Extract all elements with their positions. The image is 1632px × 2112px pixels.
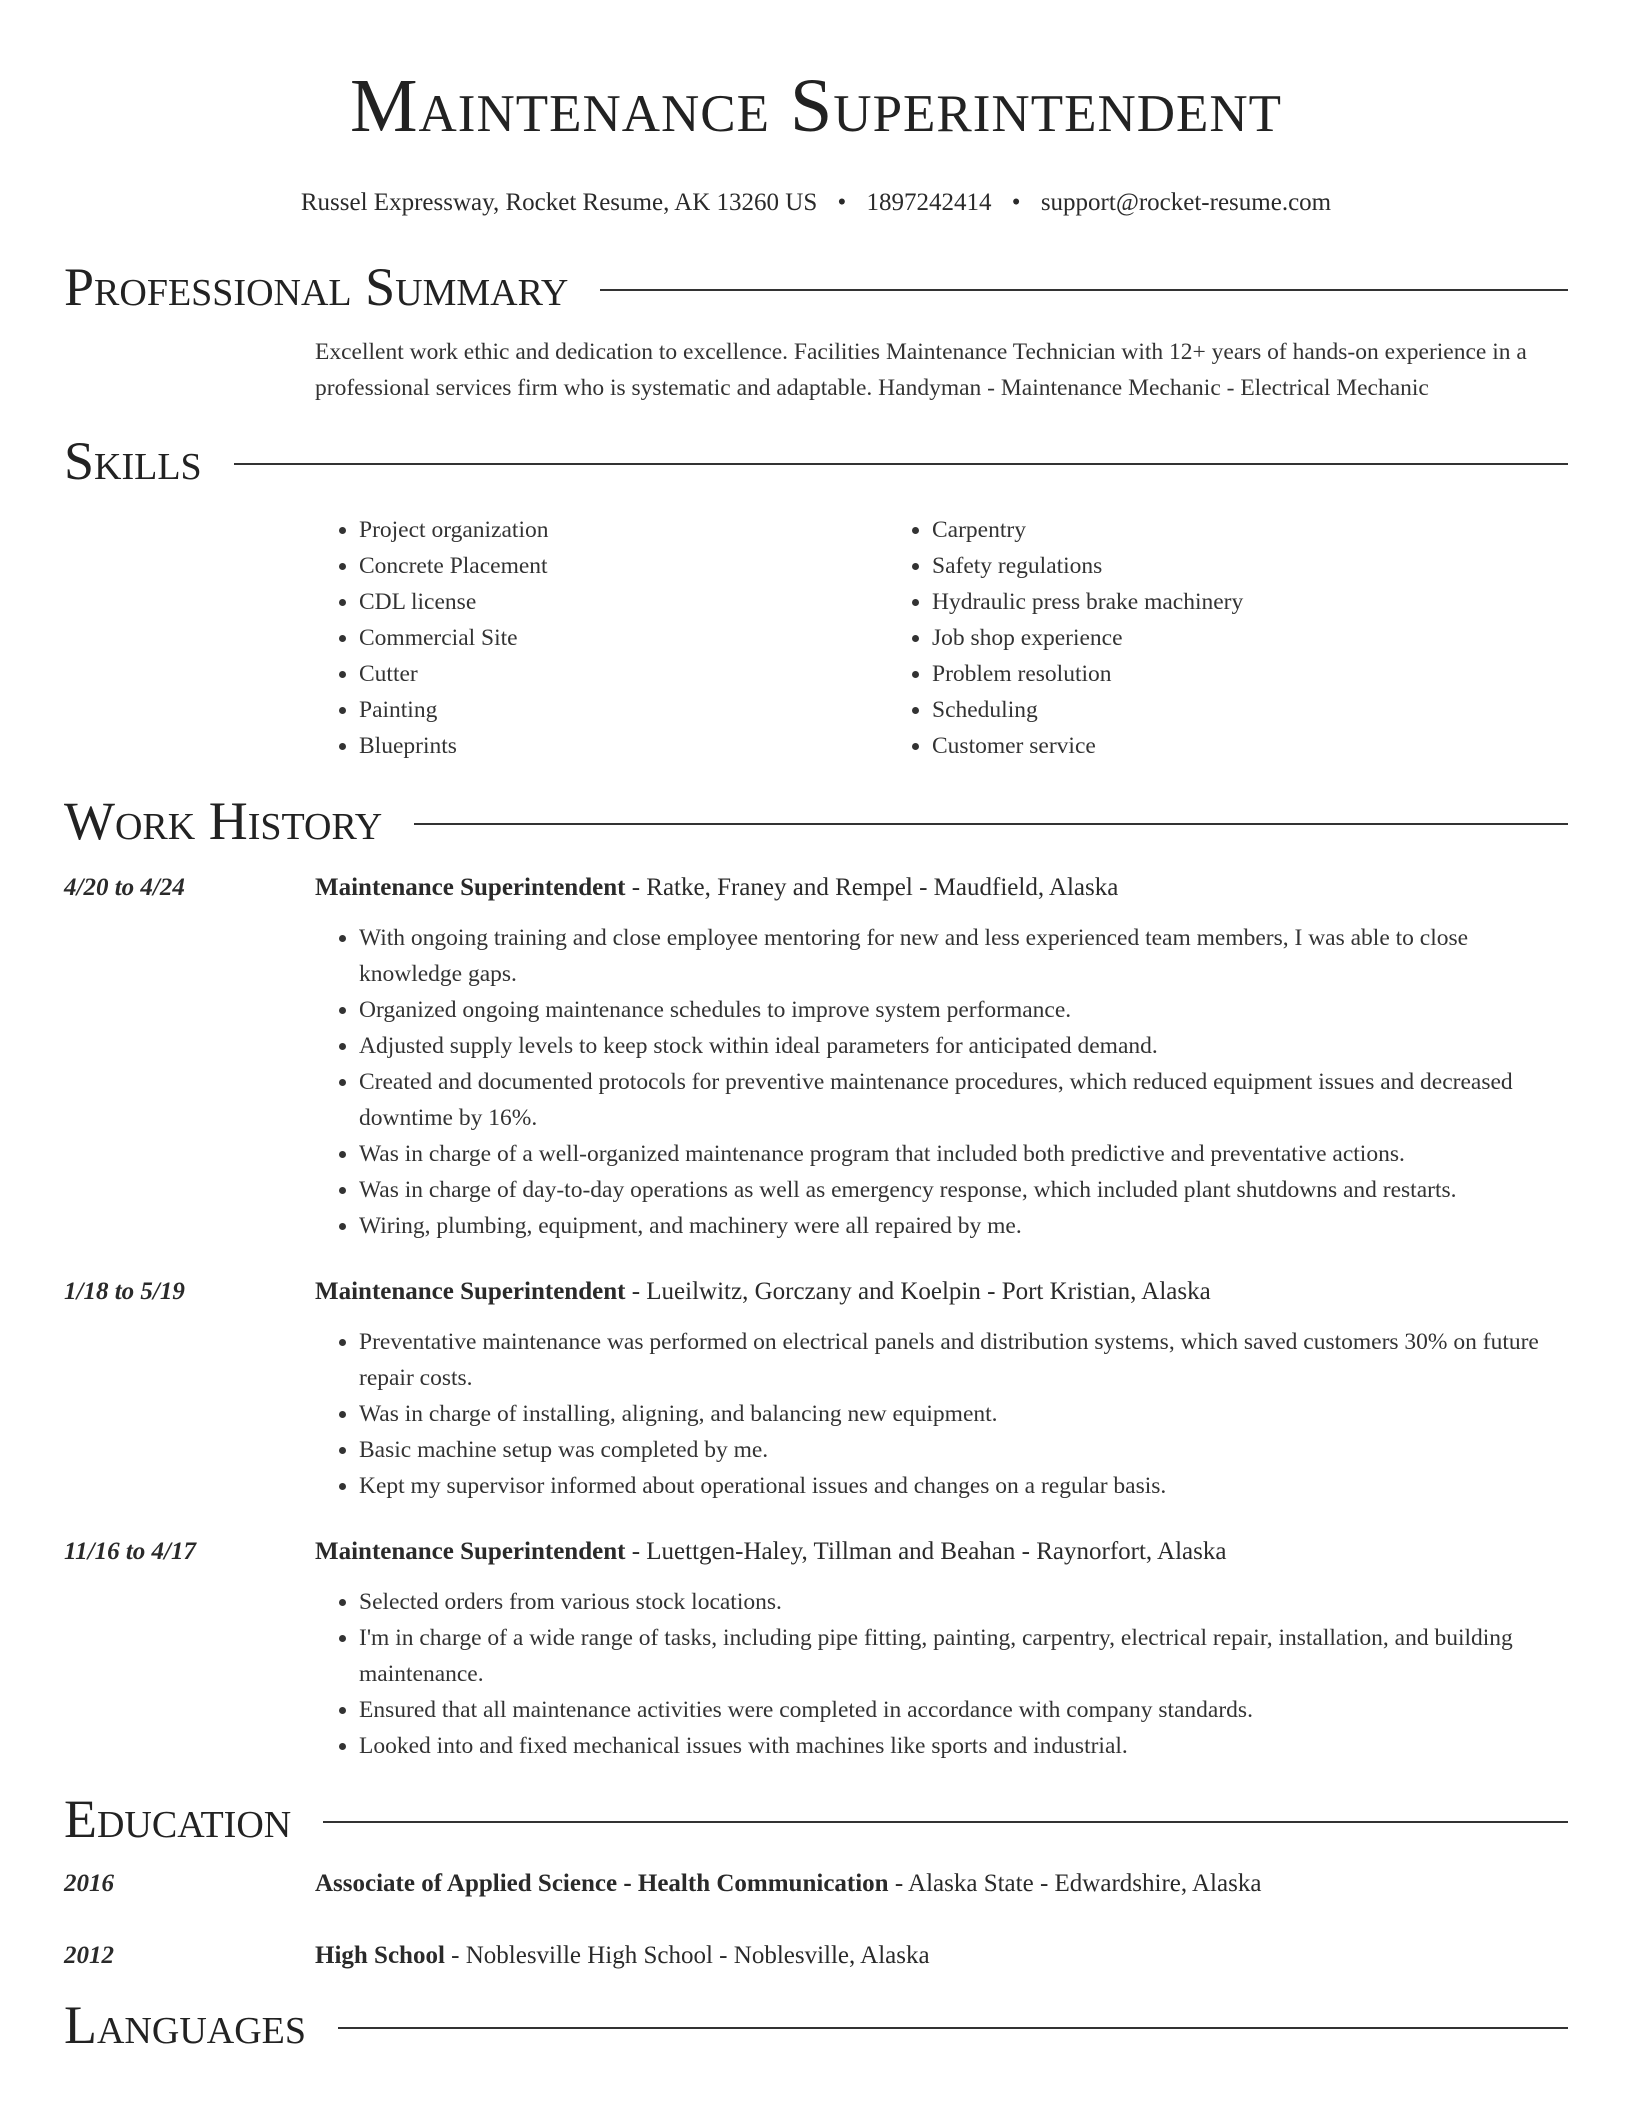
job-entry [64,1534,1568,1764]
job-employer: - Luettgen-Haley, Tillman and Beahan - Raynorfort, Alaska [625,1538,1227,1565]
section-divider [323,1821,1568,1823]
job-bullet: • Organized ongoing maintenance schedules to improve system performance. [359,992,1568,1028]
job-entry [64,1274,1568,1504]
job-bullet: • Wiring, plumbing, equipment, and machinery were all repaired by me. [359,1208,1568,1244]
summary-heading: Professional Summary [64,257,569,317]
job-title: Maintenance Superintendent [315,1278,626,1305]
job-bullet: • Adjusted supply levels to keep stock within ideal parameters for anticipated demand. [359,1028,1568,1064]
contact-separator: • [837,189,847,216]
section-divider [234,463,1568,465]
job-bullet: • Was in charge of a well-organized maintenance program that included both predictive and preventative actions. [359,1136,1568,1172]
skill-item: • Job shop experience [932,620,1461,656]
education-date: 2016 [64,1870,114,1897]
skill-item: • CDL license [359,584,888,620]
education-title-line [315,1866,1261,1902]
skill-item: • Problem resolution [932,656,1461,692]
section-divider [414,823,1568,825]
skills-list-left [315,512,888,764]
job-bullet: • Selected orders from various stock locations. [359,1584,1568,1620]
skill-item: • Commercial Site [359,620,888,656]
skills-section-header [64,426,1568,496]
languages-section-header [64,1990,1568,2060]
work-heading: Work History [64,791,383,851]
job-title: Maintenance Superintendent [315,874,626,901]
skills-list-right [888,512,1461,764]
section-divider [600,289,1568,291]
job-bullet: • Kept my supervisor informed about operational issues and changes on a regular basis. [359,1468,1568,1504]
summary-text: Excellent work ethic and dedication to excellence. Facilities Maintenance Technician with 12+ years of hands-on experience in a professional services firm who is systematic and adaptable. Handyman - Maintenance Mechanic - Electrical Mechanic [315,339,1527,401]
education-degree: Associate of Applied Science - Health Communication [315,1870,889,1897]
job-bullet: • Was in charge of day-to-day operations as well as emergency response, which included plant shutdowns and restarts. [359,1172,1568,1208]
job-header [64,1534,1568,1570]
job-title: Maintenance Superintendent [315,1538,626,1565]
work-section-header [64,786,1568,856]
education-school: - Alaska State - Edwardshire, Alaska [888,1870,1262,1897]
skill-item: • Concrete Placement [359,548,888,584]
job-employer: - Ratke, Franey and Rempel - Maudfield, Alaska [625,874,1119,901]
job-entry [64,870,1568,1244]
skill-item: • Carpentry [932,512,1461,548]
job-header [64,870,1568,906]
resume-name: Maintenance Superintendent [349,64,1283,148]
contact-address: Russel Expressway, Rocket Resume, AK 13260 US [300,189,818,216]
job-bullet: • Was in charge of installing, aligning, and balancing new equipment. [359,1396,1568,1432]
job-bullet: • I'm in charge of a wide range of tasks, including pipe fitting, painting, carpentry, electrical repair, installation, and building maintenance. [359,1620,1568,1692]
job-date: 4/20 to 4/24 [64,874,185,901]
contact-phone: 1897242414 [866,189,992,216]
skill-item: • Scheduling [932,692,1461,728]
job-bullet: • Ensured that all maintenance activities were completed in accordance with company standards. [359,1692,1568,1728]
education-school: - Noblesville High School - Noblesville, Alaska [444,1942,930,1969]
job-bullets [315,1584,1568,1764]
job-bullet: • Basic machine setup was completed by me. [359,1432,1568,1468]
job-date: 11/16 to 4/17 [64,1538,196,1565]
skill-item: • Customer service [932,728,1461,764]
contact-email: support@rocket-resume.com [1040,189,1332,216]
job-employer: - Lueilwitz, Gorczany and Koelpin - Port Kristian, Alaska [625,1278,1211,1305]
education-date: 2012 [64,1942,114,1969]
job-title-line [315,870,1118,906]
resume-page [64,0,1568,2060]
job-bullets [315,1324,1568,1504]
education-entry [64,1866,1568,1902]
skill-item: • Project organization [359,512,888,548]
job-title-line [315,1274,1211,1310]
skill-item: • Cutter [359,656,888,692]
skill-item: • Painting [359,692,888,728]
languages-heading: Languages [64,1995,306,2055]
skill-item: • Blueprints [359,728,888,764]
contact-separator: • [1011,189,1021,216]
job-header [64,1274,1568,1310]
job-date: 1/18 to 5/19 [64,1278,185,1305]
job-bullet: • Preventative maintenance was performed on electrical panels and distribution systems, which saved customers 30% on future repair costs. [359,1324,1568,1396]
summary-section-header [64,252,1568,322]
education-entry [64,1938,1568,1974]
contact-line [64,188,1568,218]
job-bullet: • Looked into and fixed mechanical issues with machines like sports and industrial. [359,1728,1568,1764]
education-degree: High School [315,1942,445,1969]
job-bullets [315,920,1568,1244]
job-title-line [315,1534,1226,1570]
job-bullet: • Created and documented protocols for preventive maintenance procedures, which reduced equipment issues and decreased downtime by 16%. [359,1064,1568,1136]
education-title-line [315,1938,930,1974]
section-divider [338,2027,1568,2029]
skill-item: • Safety regulations [932,548,1461,584]
skills-columns [315,512,1568,764]
education-section-header [64,1784,1568,1854]
skill-item: • Hydraulic press brake machinery [932,584,1461,620]
job-bullet: • With ongoing training and close employee mentoring for new and less experienced team members, I was able to close knowledge gaps. [359,920,1568,992]
skills-heading: Skills [64,431,202,491]
education-heading: Education [64,1789,292,1849]
